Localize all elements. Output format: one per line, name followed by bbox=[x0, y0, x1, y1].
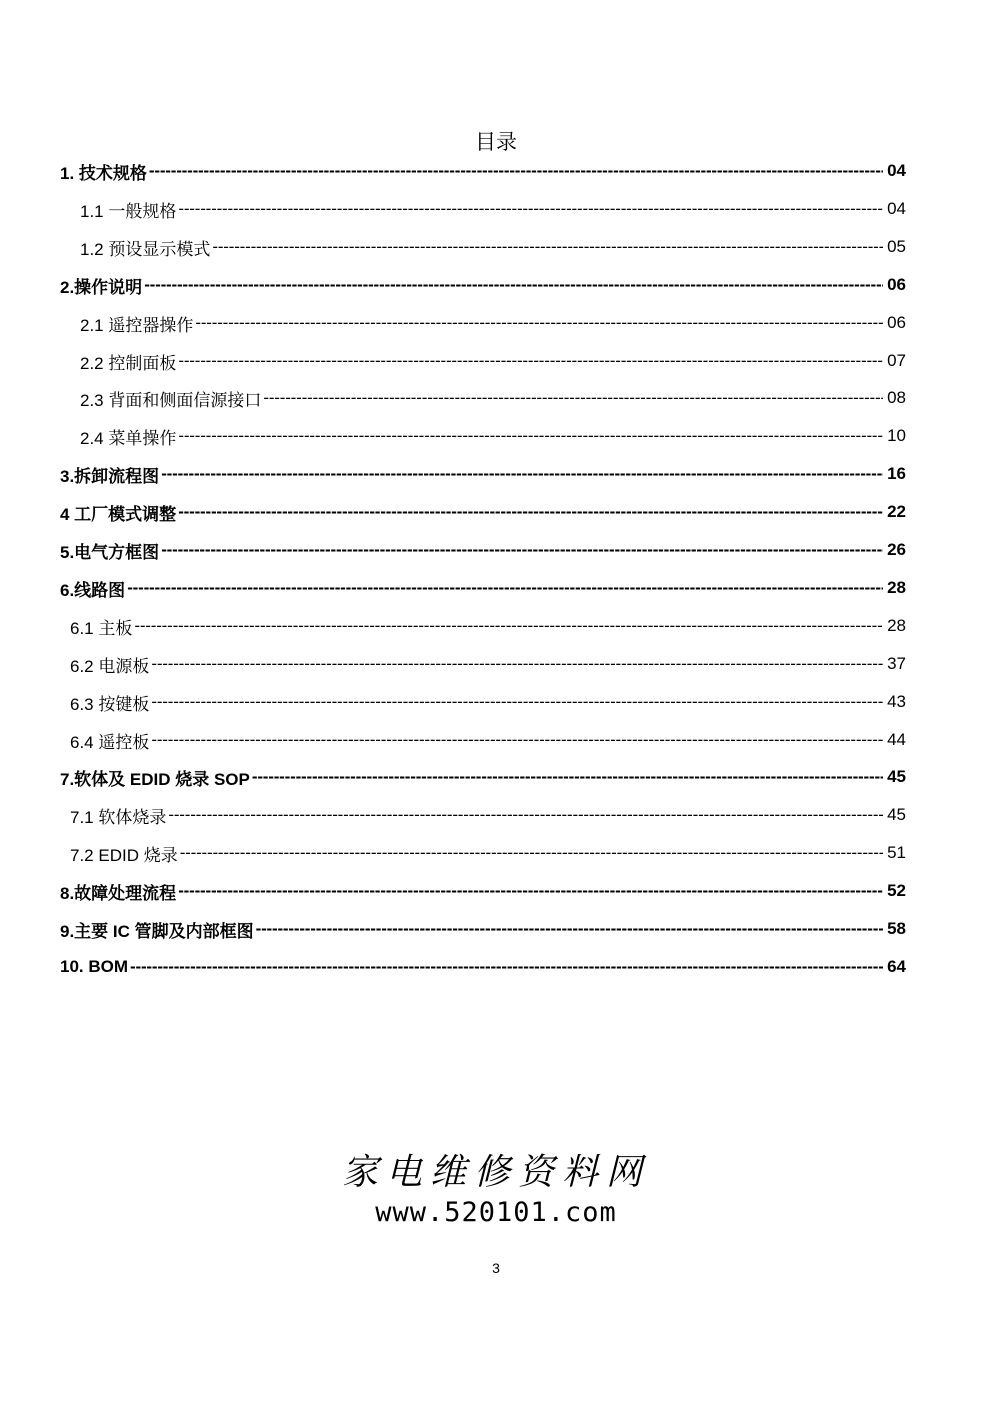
toc-entry-label: 6.线路图 bbox=[60, 580, 126, 600]
toc-dot-leader bbox=[178, 881, 883, 901]
toc-dot-leader bbox=[151, 692, 883, 712]
toc-entry-page: 44 bbox=[887, 730, 906, 749]
toc-entry[interactable] bbox=[80, 190, 906, 228]
toc-entry-label: 3.拆卸流程图 bbox=[60, 466, 160, 486]
toc-dot-leader bbox=[212, 237, 883, 257]
toc-entry[interactable] bbox=[70, 607, 906, 645]
toc-entry[interactable] bbox=[80, 342, 906, 380]
toc-entry-label: 1. 技术规格 bbox=[60, 163, 147, 183]
toc-entry[interactable] bbox=[70, 683, 906, 721]
toc-entry[interactable] bbox=[60, 948, 906, 986]
toc-dot-leader bbox=[178, 502, 883, 522]
toc-entry-label: 10. BOM bbox=[60, 957, 129, 976]
page-number: 3 bbox=[492, 1260, 500, 1276]
toc-entry-page: 37 bbox=[887, 654, 906, 673]
watermark-title: 家电维修资料网 bbox=[341, 1152, 650, 1193]
toc-dot-leader bbox=[151, 654, 883, 674]
toc-entry[interactable] bbox=[60, 872, 906, 910]
toc-dot-leader bbox=[127, 578, 883, 598]
toc-entry-page: 64 bbox=[887, 957, 906, 976]
page-title: 目录 bbox=[475, 131, 517, 154]
toc-entry-page: 04 bbox=[887, 161, 906, 180]
toc-dot-leader bbox=[178, 199, 883, 219]
toc-entry[interactable] bbox=[70, 834, 906, 872]
toc-dot-leader bbox=[134, 616, 883, 636]
toc-entry-label: 7.1 软体烧录 bbox=[70, 807, 167, 827]
toc-entry-page: 06 bbox=[887, 313, 906, 332]
watermark-url: www.520101.com bbox=[375, 1197, 617, 1228]
toc-dot-leader bbox=[195, 313, 883, 333]
toc-entry[interactable] bbox=[60, 569, 906, 607]
toc-dot-leader bbox=[151, 730, 883, 750]
toc-entry-label: 4 工厂模式调整 bbox=[60, 504, 177, 524]
toc-entry-page: 06 bbox=[887, 275, 906, 294]
toc-entry-label: 6.1 主板 bbox=[70, 618, 133, 638]
toc-dot-leader bbox=[161, 464, 883, 484]
toc-dot-leader bbox=[130, 957, 883, 977]
toc-entry-page: 05 bbox=[887, 237, 906, 256]
toc-entry-page: 22 bbox=[887, 502, 906, 521]
toc-entry-page: 45 bbox=[887, 805, 906, 824]
toc-entry[interactable] bbox=[70, 796, 906, 834]
toc-entry-label: 6.4 遥控板 bbox=[70, 732, 150, 752]
toc-entry[interactable] bbox=[60, 152, 906, 190]
toc-entry-page: 26 bbox=[887, 540, 906, 559]
toc-entry-page: 07 bbox=[887, 351, 906, 370]
toc-entry-label: 2.2 控制面板 bbox=[80, 353, 177, 373]
toc-entry[interactable] bbox=[60, 758, 906, 796]
toc-entry-label: 6.2 电源板 bbox=[70, 656, 150, 676]
toc-entry-label: 6.3 按键板 bbox=[70, 694, 150, 714]
toc-dot-leader bbox=[252, 767, 883, 787]
toc-entry[interactable] bbox=[80, 417, 906, 455]
toc-entry-page: 16 bbox=[887, 464, 906, 483]
toc-entry-page: 28 bbox=[887, 578, 906, 597]
toc-dot-leader bbox=[149, 161, 883, 181]
toc-entry-label: 2.3 背面和侧面信源接口 bbox=[80, 390, 262, 410]
toc-entry[interactable] bbox=[60, 493, 906, 531]
toc-entry-page: 43 bbox=[887, 692, 906, 711]
toc-entry[interactable] bbox=[80, 228, 906, 266]
toc-entry-page: 58 bbox=[887, 919, 906, 938]
toc-dot-leader bbox=[178, 426, 883, 446]
toc-entry-page: 45 bbox=[887, 767, 906, 786]
toc-entry[interactable] bbox=[60, 266, 906, 304]
toc-dot-leader bbox=[168, 805, 883, 825]
toc-entry-label: 2.1 遥控器操作 bbox=[80, 315, 194, 335]
toc-entry[interactable] bbox=[70, 721, 906, 759]
toc-entry[interactable] bbox=[60, 910, 906, 948]
toc-dot-leader bbox=[180, 843, 883, 863]
toc-entry-label: 9.主要 IC 管脚及内部框图 bbox=[60, 921, 254, 941]
toc-entry[interactable] bbox=[60, 455, 906, 493]
toc-dot-leader bbox=[161, 540, 883, 560]
toc-dot-leader bbox=[263, 388, 883, 408]
toc-entry-label: 7.软体及 EDID 烧录 SOP bbox=[60, 769, 250, 789]
toc-entry-page: 52 bbox=[887, 881, 906, 900]
toc-dot-leader bbox=[144, 275, 883, 295]
toc-entry-label: 8.故障处理流程 bbox=[60, 883, 177, 903]
toc-entry[interactable] bbox=[80, 379, 906, 417]
toc-entry[interactable] bbox=[70, 645, 906, 683]
toc-entry-page: 51 bbox=[887, 843, 906, 862]
toc-entry-page: 28 bbox=[887, 616, 906, 635]
watermark bbox=[0, 1150, 992, 1230]
toc-entry[interactable] bbox=[60, 531, 906, 569]
toc-dot-leader bbox=[178, 351, 883, 371]
toc-entry-label: 7.2 EDID 烧录 bbox=[70, 845, 178, 865]
toc-entry-page: 10 bbox=[887, 426, 906, 445]
toc-entry-page: 08 bbox=[887, 388, 906, 407]
toc-entry-label: 1.1 一般规格 bbox=[80, 201, 177, 221]
toc-entry[interactable] bbox=[80, 304, 906, 342]
toc-entry-page: 04 bbox=[887, 199, 906, 218]
toc-entry-label: 2.4 菜单操作 bbox=[80, 428, 177, 448]
toc-entry-label: 1.2 预设显示模式 bbox=[80, 239, 211, 259]
toc-dot-leader bbox=[256, 919, 883, 939]
toc-entry-label: 5.电气方框图 bbox=[60, 542, 160, 562]
toc-entry-label: 2.操作说明 bbox=[60, 277, 143, 297]
